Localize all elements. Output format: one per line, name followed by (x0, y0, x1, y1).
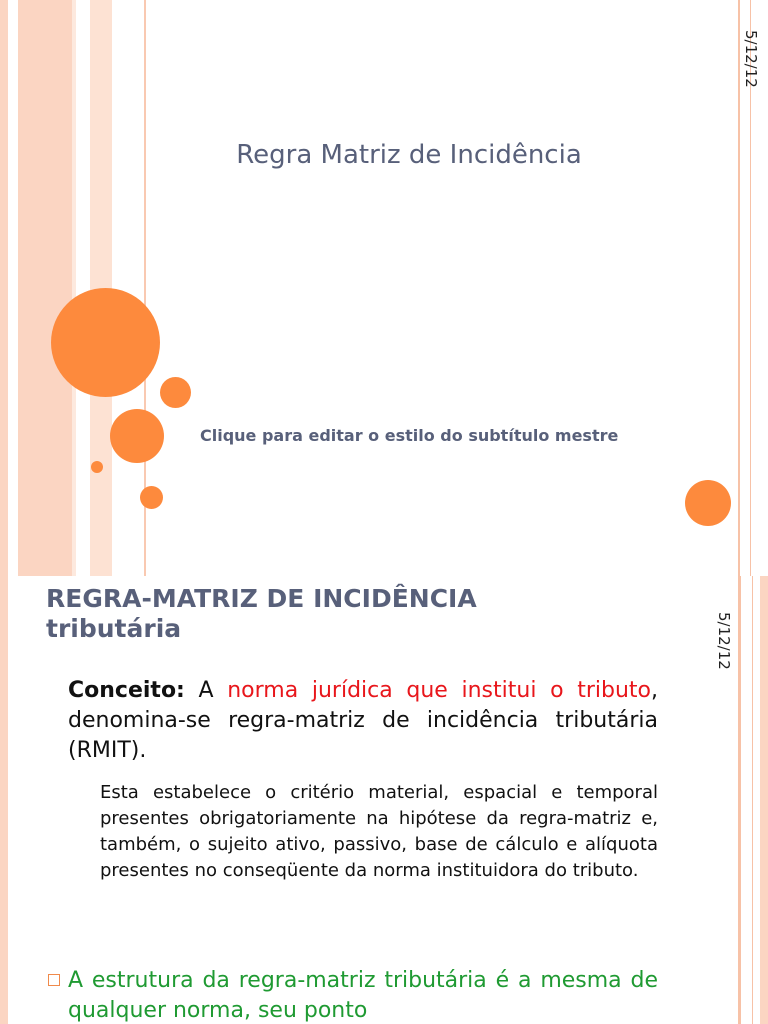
decorative-stripe (738, 576, 741, 1024)
concept-text: A (184, 678, 228, 703)
detail-paragraph: Esta estabelece o critério material, espacial e temporal presentes obrigatoriamente na hipótese da regra-matriz e, também, o sujeito ativo, passivo, base de cálculo e alíquota presentes no conseqüente da norma instituidora do tributo. (100, 782, 658, 881)
decorative-circle-icon (110, 409, 164, 463)
slide-title[interactable]: Regra Matriz de Incidência (236, 140, 582, 170)
decorative-stripe (0, 0, 8, 576)
decorative-circle-icon (91, 461, 103, 473)
slide-title-line: tributária (46, 614, 182, 643)
decorative-stripe (0, 576, 8, 1024)
decorative-circle-icon (51, 288, 160, 397)
square-bullet-icon (48, 974, 60, 986)
slide-subtitle-placeholder[interactable]: Clique para editar o estilo do subtítulo mestre (200, 426, 619, 445)
decorative-stripe (72, 0, 76, 576)
decorative-stripe (760, 576, 768, 1024)
slide-title-line: REGRA-MATRIZ DE INCIDÊNCIA (46, 584, 477, 613)
concept-highlight: norma jurídica que institui o tributo (227, 678, 651, 703)
slide-title[interactable] (46, 584, 666, 644)
concept-text: , denomina-se regra-matriz de incidência tributária (RMIT). (68, 678, 658, 763)
concept-paragraph (68, 676, 658, 766)
decorative-circle-icon (685, 480, 731, 526)
concept-label: Conceito: (68, 678, 185, 703)
slide-date: 5/12/12 (742, 30, 760, 88)
decorative-circle-icon (160, 377, 191, 408)
bullet-paragraph: A estrutura da regra-matriz tributária é a mesma de qualquer norma, seu ponto (68, 968, 658, 1023)
decorative-stripe (738, 0, 740, 576)
decorative-stripe (18, 0, 72, 576)
decorative-stripe (752, 576, 753, 1024)
content-slide (0, 576, 768, 1024)
decorative-circle-icon (140, 486, 163, 509)
slide-date: 5/12/12 (715, 612, 733, 670)
